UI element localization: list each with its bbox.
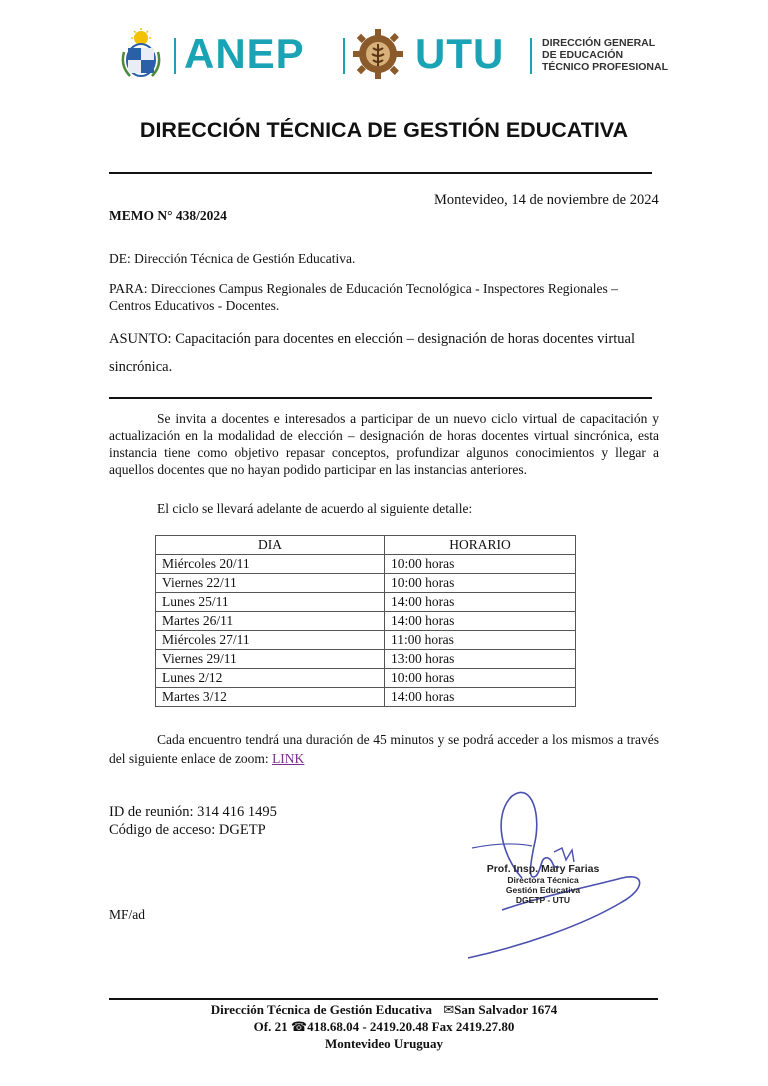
utu-logo: UTU [415, 30, 505, 77]
time-cell: 10:00 horas [385, 669, 576, 688]
footer-rule [109, 998, 658, 1000]
footer-line-2 [0, 1018, 768, 1035]
table-row [156, 612, 576, 631]
divider-3 [530, 38, 532, 74]
header-time: HORARIO [385, 536, 576, 555]
envelope-icon: ✉ [443, 1002, 455, 1017]
meeting-id: ID de reunión: 314 416 1495 [109, 804, 277, 820]
signer-name: Prof. Insp. Mary Farias [486, 863, 600, 875]
table-row [156, 650, 576, 669]
time-cell: 10:00 horas [385, 574, 576, 593]
day-cell: Martes 26/11 [156, 612, 385, 631]
footer-phones: 418.68.04 - 2419.20.48 Fax 2419.27.80 [307, 1019, 515, 1034]
time-cell: 14:00 horas [385, 688, 576, 707]
page-title: DIRECCIÓN TÉCNICA DE GESTIÓN EDUCATIVA [139, 118, 629, 142]
title-rule [109, 172, 652, 174]
header-logos [110, 26, 710, 86]
anep-logo: ANEP [184, 30, 305, 77]
detail-intro: El ciclo se llevará adelante de acuerdo al siguiente detalle: [157, 501, 473, 516]
day-cell: Martes 3/12 [156, 688, 385, 707]
utu-gear-emblem-icon [353, 28, 403, 80]
day-cell: Lunes 2/12 [156, 669, 385, 688]
divider-1 [174, 38, 176, 74]
signer-org: DGETP - UTU [515, 895, 571, 905]
table-row [156, 593, 576, 612]
day-cell: Viernes 22/11 [156, 574, 385, 593]
footer-line-1 [0, 1001, 768, 1018]
footer-address: San Salvador 1674 [454, 1002, 558, 1017]
phone-icon: ☎ [290, 1019, 308, 1034]
dgetp-line: TÉCNICO PROFESIONAL [542, 61, 669, 73]
intro-paragraph: Se invita a docentes e interesados a participar de un nuevo ciclo virtual de capacitación y actualización en la modalidad de elección – designación de horas docentes virtual sincrónica, esta instancia tiene como objetivo repasar conceptos, profundizar algunos conocimientos y llegar a aquellos docentes que no hayan podido participar en las instancias anteriores. [109, 411, 659, 477]
duration-paragraph [109, 730, 659, 768]
header-day: DIA [156, 536, 385, 555]
subject-rule [109, 397, 652, 399]
time-cell: 11:00 horas [385, 631, 576, 650]
time-cell: 13:00 horas [385, 650, 576, 669]
time-cell: 14:00 horas [385, 593, 576, 612]
meeting-info [109, 803, 409, 839]
footer-department: Dirección Técnica de Gestión Educativa [210, 1002, 432, 1017]
time-cell: 10:00 horas [385, 555, 576, 574]
uruguay-coat-of-arms-icon [118, 28, 164, 80]
footer-office: Of. 21 [253, 1019, 288, 1034]
signer-role: Directora Técnica [507, 875, 579, 885]
table-row [156, 555, 576, 574]
from-line: DE: Dirección Técnica de Gestión Educativa. [109, 251, 356, 266]
divider-2 [343, 38, 345, 74]
table-row [156, 631, 576, 650]
table-row [156, 688, 576, 707]
memo-number: MEMO N° 438/2024 [109, 208, 227, 223]
day-cell: Miércoles 20/11 [156, 555, 385, 574]
time-cell: 14:00 horas [385, 612, 576, 631]
duration-text: Cada encuentro tendrá una duración de 45 minutos y se podrá acceder a los mismos a través del siguiente enlace de zoom: [109, 732, 659, 766]
dgetp-line: DE EDUCACIÓN [542, 49, 624, 61]
table-row [156, 669, 576, 688]
schedule-table [155, 535, 576, 707]
zoom-link[interactable]: LINK [272, 751, 305, 766]
signature-stamp [478, 863, 608, 905]
dgetp-line: DIRECCIÓN GENERAL [542, 37, 656, 49]
access-code: Código de acceso: DGETP [109, 822, 266, 838]
dgetp-name [542, 37, 668, 73]
place-date: Montevideo, 14 de noviembre de 2024 [434, 192, 659, 208]
footer-line-3: Montevideo Uruguay [324, 1036, 444, 1051]
initials: MF/ad [109, 907, 146, 922]
day-cell: Lunes 25/11 [156, 593, 385, 612]
signer-dept: Gestión Educativa [505, 885, 581, 895]
day-cell: Viernes 29/11 [156, 650, 385, 669]
day-cell: Miércoles 27/11 [156, 631, 385, 650]
table-row [156, 574, 576, 593]
subject-line: ASUNTO: Capacitación para docentes en elección – designación de horas docentes virtual sincrónica. [109, 331, 635, 375]
table-header-row [156, 536, 576, 555]
to-line: PARA: Direcciones Campus Regionales de Educación Tecnológica - Inspectores Regionales – Centros Educativos - Docentes. [109, 281, 618, 313]
